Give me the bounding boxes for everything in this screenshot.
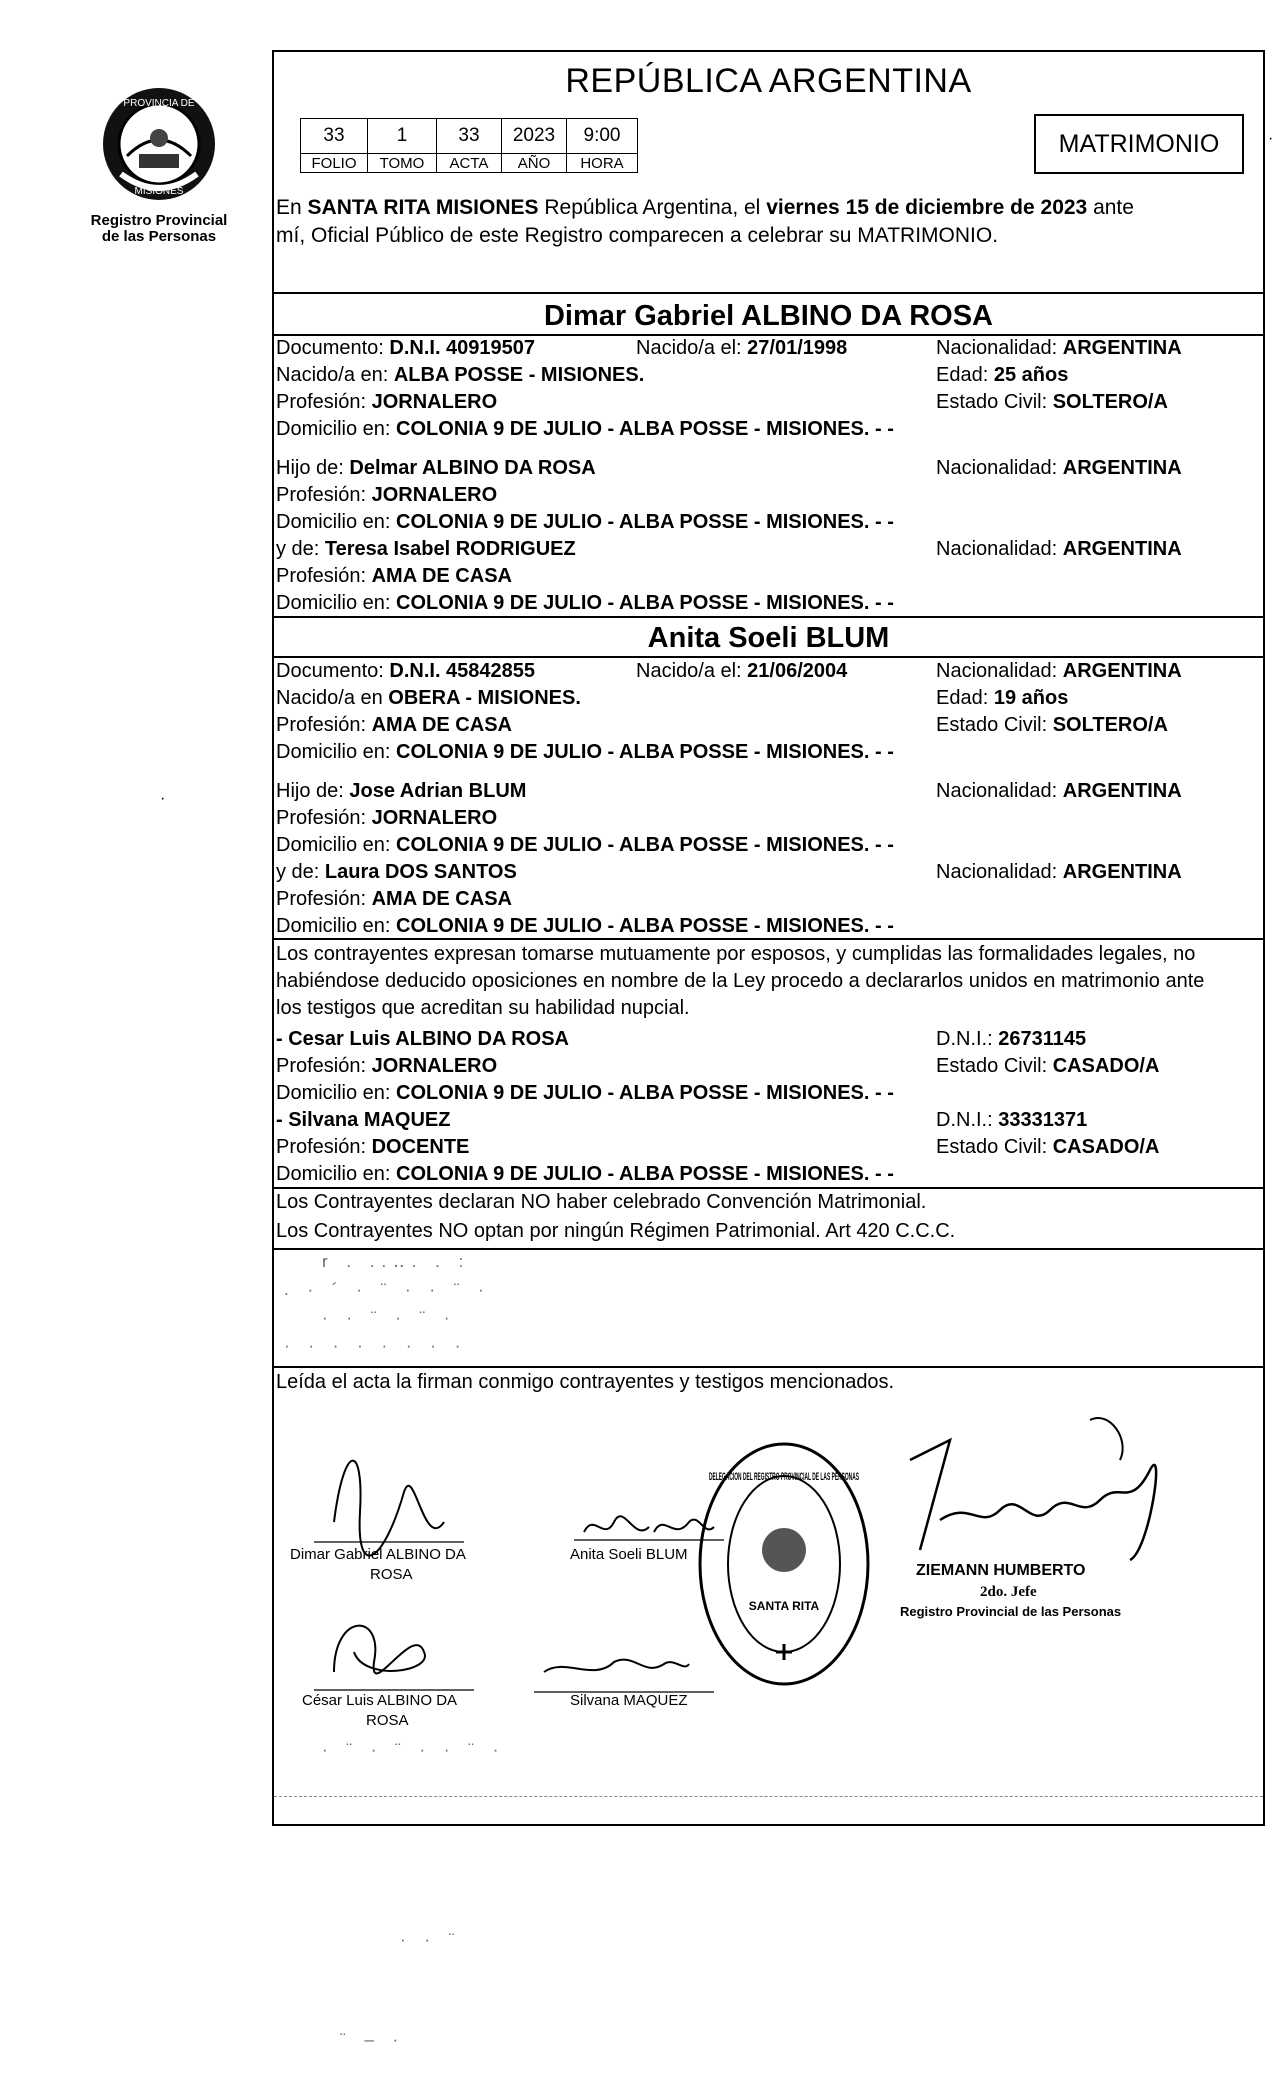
witness1-signature-label-line1: César Luis ALBINO DA [302,1692,458,1709]
label: Documento: [276,337,390,359]
value: Delmar ALBINO DA ROSA [349,457,596,479]
intro-text-4: ante [1087,196,1134,219]
declaration-line2: habiéndose deducido oposiciones en nombre de la Ley procedo a declararlos unidos en matrimonio ante [276,970,1205,992]
closing-text: Leída el acta la firman conmigo contrayentes y testigos mencionados. [276,1371,895,1393]
label: Profesión: [276,484,372,506]
intro-line2: mí, Oficial Público de este Registro comparecen a celebrar su MATRIMONIO. [276,224,999,247]
intro-date: 15 de diciembre de 2023 [845,196,1088,219]
label: Profesión: [276,1055,372,1077]
bride-signature-stroke [584,1516,714,1532]
folio-label: FOLIO [301,154,368,173]
label: Nacido/a en: [276,364,394,386]
value: COLONIA 9 DE JULIO - ALBA POSSE - MISIONES. - - [396,741,894,763]
label: Domicilio en: [276,1163,397,1185]
value: COLONIA 9 DE JULIO - ALBA POSSE - MISIONES. - - [396,592,894,614]
declaration-line3: los testigos que acreditan su habilidad nupcial. [276,997,690,1019]
seal-text-top: PROVINCIA DE [123,98,195,109]
stamp-outer-text: DELEGACION DEL REGISTRO PROVINCIAL DE LAS PERSONAS [709,1471,859,1483]
convention-line1: Los Contrayentes declaran NO haber celebrado Convención Matrimonial. [276,1191,927,1213]
groom-birthdate [636,336,847,360]
value: ARGENTINA [1062,780,1182,802]
value: Teresa Isabel RODRIGUEZ [324,538,576,560]
intro-text-2: República Argentina, el [538,196,767,219]
value: COLONIA 9 DE JULIO - ALBA POSSE - MISIONES. - - [396,511,894,533]
value: D.N.I. 45842855 [389,660,536,682]
label: Profesión: [276,565,372,587]
bride-mother-profession [276,887,512,911]
stamp-seal-icon [696,1440,872,1688]
groom-document [276,336,535,360]
value: OBERA - MISIONES. [388,687,581,709]
value: CASADO/A [1052,1136,1160,1158]
label: Nacionalidad: [936,861,1063,883]
bride-father [276,779,526,803]
value: COLONIA 9 DE JULIO - ALBA POSSE - MISIONES. - - [396,1163,894,1185]
label: Domicilio en: [276,741,397,763]
official-name: ZIEMANN HUMBERTO [916,1562,1086,1579]
bride-signature-label: Anita Soeli BLUM [570,1546,688,1563]
value: COLONIA 9 DE JULIO - ALBA POSSE - MISIONES. - - [396,834,894,856]
label: D.N.I.: [936,1028,999,1050]
declaration-line1: Los contrayentes expresan tomarse mutuamente por esposos, y cumplidas las formalidades legales, no [276,943,1196,965]
groom-mother-address [276,591,894,615]
witness1-signature-stroke [334,1626,425,1674]
value: 25 años [993,364,1069,386]
divider [274,1187,1263,1189]
value: 33331371 [998,1109,1088,1131]
value: ALBA POSSE - MISIONES. [393,364,645,386]
groom-mother [276,537,576,561]
groom-signature-stroke [334,1461,444,1556]
acta-value: 33 [437,119,502,154]
convention-line2: Los Contrayentes NO optan por ningún Régimen Patrimonial. Art 420 C.C.C. [276,1220,956,1242]
witness1-dni [936,1027,1086,1051]
margin-mark: · [1268,130,1274,147]
bride-mother-address [276,914,894,938]
groom-signature-label-line2: ROSA [370,1566,413,1583]
witness1-name: - Cesar Luis ALBINO DA ROSA [276,1028,569,1050]
witness2-signature-label: Silvana MAQUEZ [570,1692,688,1709]
value: JORNALERO [371,391,498,413]
margin-mark: · · ¨ [400,1930,462,1949]
value: COLONIA 9 DE JULIO - ALBA POSSE - MISIONES. - - [396,915,894,937]
value: Laura DOS SANTOS [324,861,517,883]
groom-father-profession [276,483,497,507]
divider [274,1796,1263,1797]
illegible-mark: . · ´ · ¨ · · ¨ · [284,1280,491,1299]
witness1-profession [276,1054,497,1078]
value: ARGENTINA [1062,337,1182,359]
divider [274,1248,1263,1250]
groom-signature-label-line1: Dimar Gabriel ALBINO DA [290,1546,466,1563]
acta-label: ACTA [437,154,502,173]
divider [274,656,1263,658]
logo-label [84,213,234,245]
value: ARGENTINA [1062,538,1182,560]
label: D.N.I.: [936,1109,999,1131]
illegible-mark: · · · · · · · · [284,1336,468,1355]
margin-mark: ¨ ‒ · [340,2030,406,2049]
bride-document [276,659,535,683]
label: y de: [276,538,325,560]
value: JORNALERO [371,1055,498,1077]
official-title: 2do. Jefe [980,1584,1037,1600]
seal-text-bottom: MISIONES [134,186,184,197]
bride-civil-status [936,713,1168,737]
value: Jose Adrian BLUM [349,780,527,802]
bride-father-profession [276,806,497,830]
groom-father [276,456,596,480]
label: Domicilio en: [276,834,397,856]
ano-label: AÑO [502,154,567,173]
label: Nacido/a el: [636,337,748,359]
label: Hijo de: [276,780,350,802]
groom-father-nationality [936,456,1182,480]
label: y de: [276,861,325,883]
label: Estado Civil: [936,714,1053,736]
value: 26731145 [998,1028,1087,1050]
value: 27/01/1998 [747,337,848,359]
groom-nationality [936,336,1182,360]
label: Edad: [936,364,994,386]
registry-values-row [301,119,638,154]
witness2-civil-status [936,1135,1159,1159]
groom-mother-nationality [936,537,1182,561]
groom-civil-status [936,390,1168,414]
divider [274,938,1263,940]
value: ARGENTINA [1062,660,1182,682]
bride-birthdate [636,659,847,683]
illegible-mark: · · ¨ · ¨ · [322,1308,457,1327]
official-signature-block [890,1400,1190,1650]
groom-address [276,417,894,441]
margin-mark: · [160,790,166,807]
label: Nacido/a en [276,687,389,709]
bride-nationality [936,659,1182,683]
stamp-inner-text: SANTA RITA [748,1599,820,1613]
bride-mother [276,860,517,884]
label: Profesión: [276,1136,372,1158]
groom-mother-profession [276,564,512,588]
logo-label-line2: de las Personas [101,228,217,245]
intro-weekday: viernes [766,196,840,219]
value: COLONIA 9 DE JULIO - ALBA POSSE - MISIONES. - - [396,418,894,440]
value: AMA DE CASA [371,565,512,587]
illegible-mark: · ¨ · ¨ · · ¨ · [322,1740,506,1759]
tomo-label: TOMO [368,154,437,173]
illegible-mark: r . ..‥. . : [322,1252,471,1271]
witness1-address [276,1081,894,1105]
groom-birthplace [276,363,644,387]
label: Domicilio en: [276,418,397,440]
value: COLONIA 9 DE JULIO - ALBA POSSE - MISIONES. - - [396,1082,894,1104]
witness2-name: - Silvana MAQUEZ [276,1109,451,1131]
label: Nacionalidad: [936,538,1063,560]
label: Profesión: [276,714,372,736]
groom-father-address [276,510,894,534]
value: AMA DE CASA [371,888,512,910]
groom-profession [276,390,497,414]
province-seal-icon [99,84,219,204]
label: Domicilio en: [276,915,397,937]
registry-labels-row [301,154,638,173]
value: SOLTERO/A [1052,391,1168,413]
label: Estado Civil: [936,1136,1053,1158]
label: Nacionalidad: [936,780,1063,802]
official-office: Registro Provincial de las Personas [900,1604,1122,1619]
document-title: REPÚBLICA ARGENTINA [565,62,972,100]
logo-label-line1: Registro Provincial [90,212,228,229]
label: Domicilio en: [276,1082,397,1104]
hora-label: HORA [567,154,638,173]
value: ARGENTINA [1062,861,1182,883]
value: ARGENTINA [1062,457,1182,479]
witness1-civil-status [936,1054,1159,1078]
intro-place: SANTA RITA MISIONES [307,196,539,219]
label: Nacionalidad: [936,337,1063,359]
label: Profesión: [276,807,372,829]
bride-name: Anita Soeli BLUM [647,622,890,654]
witness2-profession [276,1135,469,1159]
intro-line1 [276,196,1134,220]
value: AMA DE CASA [371,714,512,736]
label: Estado Civil: [936,391,1053,413]
value: JORNALERO [371,807,498,829]
official-signature [890,1400,1190,1570]
ano-value: 2023 [502,119,567,154]
label: Profesión: [276,391,372,413]
label: Domicilio en: [276,592,397,614]
divider [274,616,1263,618]
value: 21/06/2004 [747,660,848,682]
registry-table [300,118,638,173]
label: Edad: [936,687,994,709]
value: D.N.I. 40919507 [389,337,536,359]
delegation-stamp [696,1440,872,1688]
divider [274,1366,1263,1368]
label: Nacionalidad: [936,660,1063,682]
bride-birthplace [276,686,581,710]
witness2-dni [936,1108,1087,1132]
value: SOLTERO/A [1052,714,1168,736]
folio-value: 33 [301,119,368,154]
bride-father-nationality [936,779,1182,803]
label: Nacionalidad: [936,457,1063,479]
witness2-address [276,1162,894,1186]
bride-mother-nationality [936,860,1182,884]
label: Hijo de: [276,457,350,479]
bride-age [936,686,1068,710]
bride-address [276,740,894,764]
label: Documento: [276,660,390,682]
intro-text-1: En [276,196,308,219]
value: JORNALERO [371,484,498,506]
divider [274,292,1263,294]
label: Estado Civil: [936,1055,1053,1077]
label: Nacido/a el: [636,660,748,682]
witness2-signature-stroke [544,1660,689,1672]
groom-age [936,363,1068,387]
tomo-value: 1 [368,119,437,154]
label: Profesión: [276,888,372,910]
value: CASADO/A [1052,1055,1160,1077]
value: DOCENTE [371,1136,470,1158]
registry-logo [84,84,234,245]
bride-profession [276,713,512,737]
act-type-box: MATRIMONIO [1034,114,1244,174]
hora-value: 9:00 [567,119,638,154]
label: Domicilio en: [276,511,397,533]
witness1-signature-label-line2: ROSA [366,1712,409,1729]
bride-father-address [276,833,894,857]
groom-name: Dimar Gabriel ALBINO DA ROSA [543,300,994,332]
value: 19 años [993,687,1069,709]
